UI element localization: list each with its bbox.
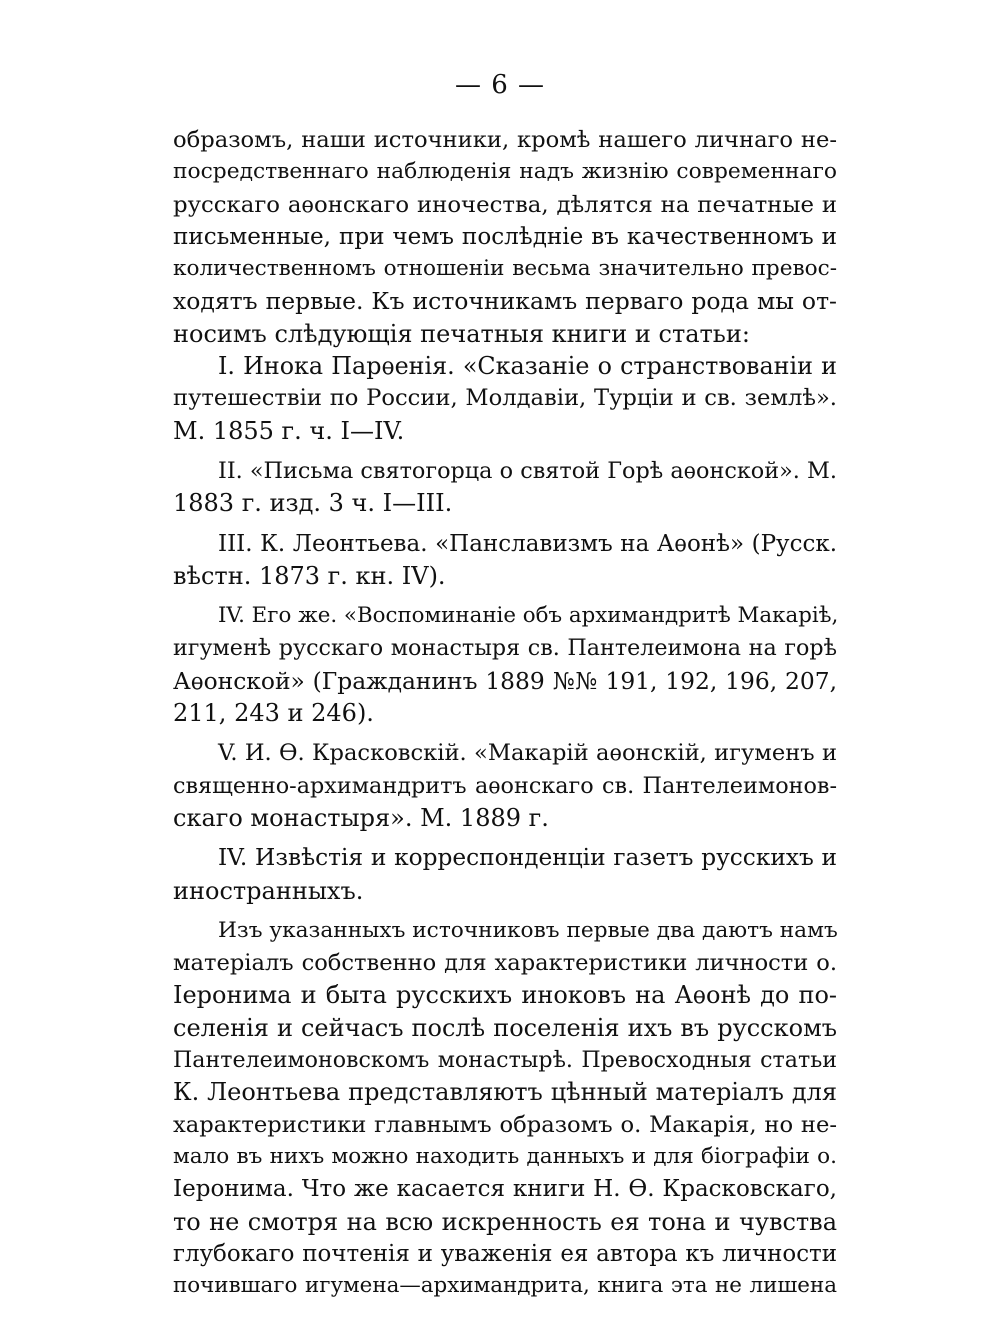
text-line: IV. Его же. «Воспоминаніе объ архимандритѣ Макаріѣ, [218, 603, 839, 629]
source-item-3 [173, 528, 837, 593]
text-line: матеріалъ собственно для характеристики личности о. [173, 950, 837, 977]
page-text [173, 124, 837, 1302]
paragraph-intro [173, 124, 837, 350]
text-line: III. К. Леонтьева. «Панславизмъ на Аѳонѣ» (Русск. [218, 530, 837, 557]
text-line: селенія и сейчасъ послѣ поселенія ихъ въ русскомъ [173, 1013, 837, 1042]
text-line: образомъ, наши источники, кромѣ нашего личнаго не- [173, 127, 837, 153]
text-line: Іеронима. Что же касается книги Н. Ѳ. Красковскаго, [173, 1176, 837, 1203]
text-line: 1883 г. изд. 3 ч. I—III. [173, 489, 453, 518]
source-item-4 [173, 600, 837, 729]
text-line: характеристики главнымъ образомъ о. Макарія, но не- [173, 1111, 837, 1138]
text-line: носимъ слѣдующія печатныя книги и статьи: [173, 319, 750, 348]
text-line: русскаго аѳонскаго иночества, дѣлятся на печатные и [173, 191, 837, 218]
text-line: глубокаго почтенія и уваженія ея автора къ личности [173, 1240, 837, 1267]
text-line: игуменѣ русскаго монастыря св. Пантелеимона на горѣ [173, 635, 837, 662]
text-line: I. Инока Парѳенія. «Сказаніе о странствованіи и [218, 352, 837, 381]
text-line: Аѳонской» (Гражданинъ 1889 №№ 191, 192, 196, 207, [173, 666, 837, 695]
text-line: ходятъ первые. Къ источникамъ перваго рода мы от- [173, 287, 837, 316]
text-line: вѣстн. 1873 г. кн. IV). [173, 561, 446, 590]
paragraph-discussion [173, 915, 837, 1303]
text-line: то не смотря на всю искренность ея тона и чувства [173, 1207, 837, 1236]
text-line: Изъ указанныхъ источниковъ первые два даютъ намъ [218, 917, 838, 943]
text-line: скаго монастыря». М. 1889 г. [173, 803, 549, 832]
text-line: 211, 243 и 246). [173, 699, 374, 728]
source-item-5 [173, 737, 837, 834]
text-line: письменные, при чемъ послѣдніе въ качественномъ и [173, 223, 837, 250]
source-item-2 [173, 455, 837, 520]
text-line: почившаго игумена—архимандрита, книга эта не лишена [173, 1273, 837, 1299]
page-number: — 6 — [454, 70, 546, 100]
text-line: количественномъ отношеніи весьма значительно превос- [173, 256, 837, 282]
text-line: II. «Письма святогорца о святой Горѣ аѳонской». М. [218, 457, 837, 484]
text-line: К. Леонтьева представляютъ цѣнный матеріалъ для [173, 1078, 837, 1107]
text-line: IV. Извѣстія и корреспонденціи газетъ русскихъ и [218, 844, 837, 872]
source-item-6 [173, 842, 837, 907]
text-line: М. 1855 г. ч. I—IV. [173, 416, 405, 445]
text-line: иностранныхъ. [173, 876, 364, 905]
text-line: путешествіи по России, Молдавіи, Турціи и св. землѣ». [173, 385, 837, 412]
text-line: священно-архимандритъ аѳонскаго св. Пантелеимонов- [173, 772, 837, 799]
text-line: Пантелеимоновскомъ монастырѣ. Превосходныя статьи [173, 1047, 837, 1074]
text-line: мало въ нихъ можно находить данныхъ и для біографіи о. [173, 1143, 837, 1169]
text-line: V. И. Ѳ. Красковскій. «Макарій аѳонскій, игуменъ и [218, 740, 837, 767]
text-line: Іеронима и быта русскихъ иноковъ на Аѳонѣ до по- [173, 981, 837, 1010]
source-item-1 [173, 350, 837, 447]
text-line: посредственнаго наблюденія надъ жизнію современнаго [173, 159, 837, 185]
